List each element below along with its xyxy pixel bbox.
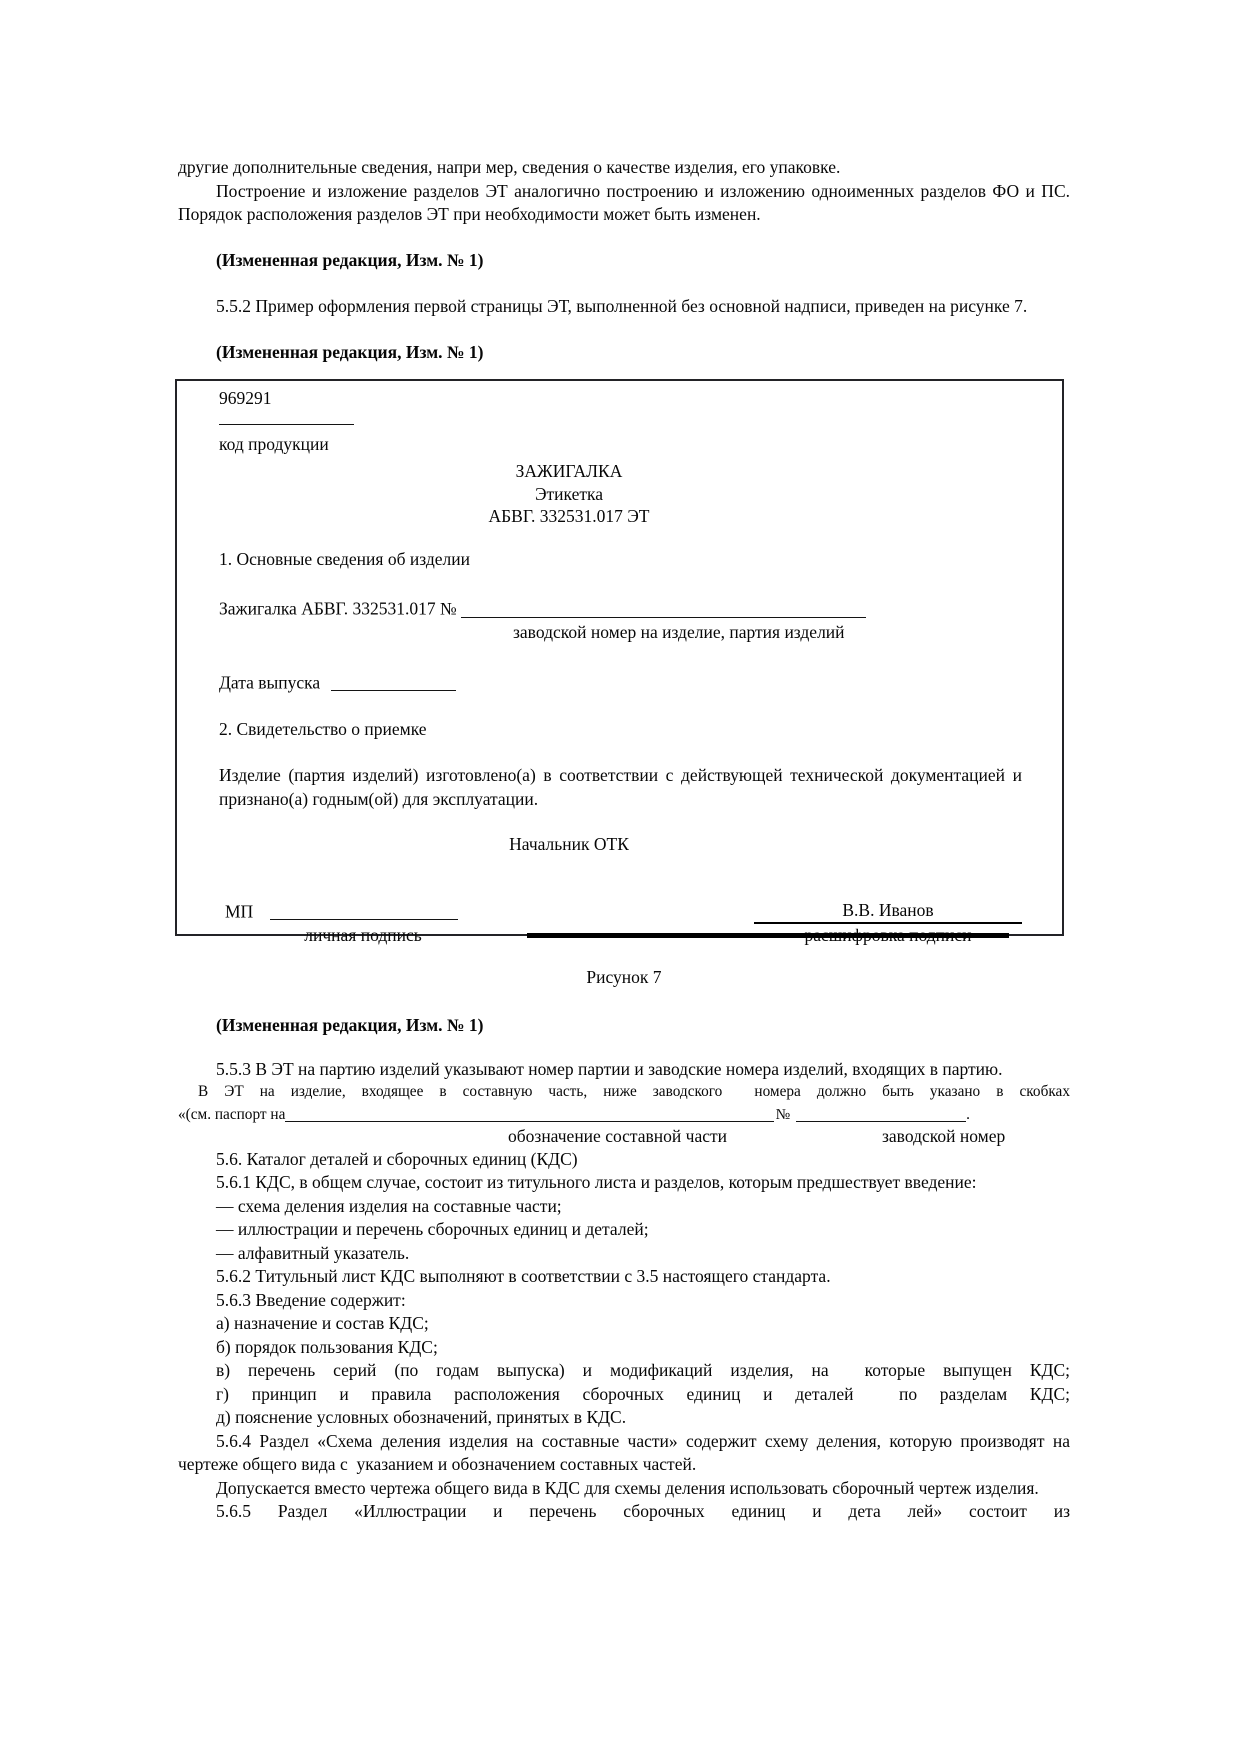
list-item-b: б) порядок пользования КДС; <box>216 1336 438 1357</box>
passport-prefix: «(см. паспорт на <box>178 1105 286 1123</box>
document-kind: Этикетка <box>534 483 604 504</box>
figure-section-2: 2. Свидетельство о приемке <box>219 718 427 739</box>
sentence-dot: . <box>966 1105 970 1123</box>
paragraph-564: 5.6.4 Раздел «Схема деления изделия на составные части» содержит схему деления, которую производят на чертеже общего вида с указанием и обозначением составных частей. <box>178 1430 1070 1475</box>
designation-caption: обозначение составной части <box>508 1126 728 1147</box>
frame-bottom-rule <box>527 933 1009 938</box>
issue-date-line <box>219 670 1022 695</box>
paragraph-56: 5.6. Каталог деталей и сборочных единиц (КДС) <box>216 1148 578 1169</box>
product-code-label: код продукции <box>219 433 329 454</box>
paragraph-563: 5.6.3 Введение содержит: <box>216 1289 406 1310</box>
paragraph-continuation: другие дополнительные сведения, напри мер, сведения о качестве изделия, его упаковке. <box>178 157 841 177</box>
serial-caption: заводской номер на изделие, партия изделий <box>513 622 845 642</box>
signature-row <box>219 899 1022 948</box>
paragraph-553-note: В ЭТ на изделие, входящее в составную часть, ниже заводского номера должно быть указано в скобках <box>198 1083 1070 1100</box>
acceptance-statement: Изделие (партия изделий) изготовлено(а) в соответствии с действующей технической документацией и признано(а) годным(ой) для эксплуатации. <box>219 765 1022 809</box>
page-content <box>178 156 1070 1524</box>
serial-blank-line <box>461 599 866 618</box>
product-code-blank-line <box>219 411 354 425</box>
figure-title-block <box>219 460 919 528</box>
amendment-note-2: (Измененная редакция, Изм. № 1) <box>216 341 484 362</box>
list-item-index: — алфавитный указатель. <box>216 1242 410 1263</box>
paragraph-552: 5.5.2 Пример оформления первой страницы ЭТ, выполненной без основной надписи, приведен на рисунке 7. <box>216 296 1028 316</box>
personal-signature-blank-line <box>270 902 458 921</box>
fill-line-captions <box>178 1125 1070 1148</box>
item-serial-label: Зажигалка АБВГ. 332531.017 № <box>219 598 457 619</box>
figure-section-1: 1. Основные сведения об изделии <box>219 548 470 569</box>
paragraph-564-allow: Допускается вместо чертежа общего вида в КДС для схемы деления использовать сборочный чертеж изделия. <box>216 1477 1039 1498</box>
designation-blank-line <box>285 1106 773 1122</box>
list-item-v: в) перечень серий (по годам выпуска) и модификаций изделия, на которые выпущен КДС; <box>216 1360 1070 1381</box>
paragraph-565: 5.6.5 Раздел «Иллюстрации и перечень сборочных единиц и дета лей» состоит из <box>216 1501 1070 1522</box>
stamp-line <box>225 899 458 924</box>
figure-caption: Рисунок 7 <box>586 967 662 987</box>
issue-date-blank-line <box>331 673 456 692</box>
signature-name: В.В. Иванов <box>754 899 1022 925</box>
item-serial-line <box>219 596 1022 621</box>
serial-number-caption: заводской номер <box>882 1126 1006 1147</box>
signature-decryption-block <box>754 899 1022 948</box>
product-name: ЗАЖИГАЛКА <box>515 461 623 481</box>
figure-7-frame <box>175 379 1064 945</box>
issue-date-label: Дата выпуска <box>219 672 321 692</box>
amendment-note-3: (Измененная редакция, Изм. № 1) <box>216 1014 484 1035</box>
list-item-a: а) назначение и состав КДС; <box>216 1313 429 1334</box>
paragraph-postroenie: Построение и изложение разделов ЭТ аналогично построению и изложению одноименных разделов ФО и ПС. Порядок расположения разделов ЭТ при необходимости может быть изменен. <box>178 180 1070 224</box>
number-blank-line <box>796 1106 966 1122</box>
product-code-value: 969291 <box>219 388 272 408</box>
paragraph-561: 5.6.1 КДС, в общем случае, состоит из титульного листа и разделов, которым предшествует введение: <box>216 1172 977 1193</box>
number-sign: № <box>775 1105 791 1123</box>
stamp-signature-block <box>225 899 458 948</box>
document-designation: АБВГ. 332531.017 ЭТ <box>488 506 650 526</box>
passport-fill-line <box>178 1103 970 1126</box>
list-item-scheme: — схема деления изделия на составные части; <box>216 1195 562 1216</box>
personal-signature-caption: личная подпись <box>304 924 422 945</box>
list-item-d: д) пояснение условных обозначений, принятых в КДС. <box>216 1407 627 1428</box>
paragraph-553: 5.5.3 В ЭТ на партию изделий указывают номер партии и заводские номера изделий, входящих в партию. <box>216 1059 1003 1079</box>
otk-head-title: Начальник ОТК <box>509 834 629 854</box>
list-item-g: г) принцип и правила расположения сборочных единиц и деталей по разделам КДС; <box>216 1383 1070 1404</box>
paragraph-562: 5.6.2 Титульный лист КДС выполняют в соответствии с 3.5 настоящего стандарта. <box>216 1266 831 1287</box>
stamp-label: МП <box>225 901 254 921</box>
amendment-note-1: (Измененная редакция, Изм. № 1) <box>216 249 484 270</box>
list-item-illustrations: — иллюстрации и перечень сборочных единиц и деталей; <box>216 1219 649 1240</box>
